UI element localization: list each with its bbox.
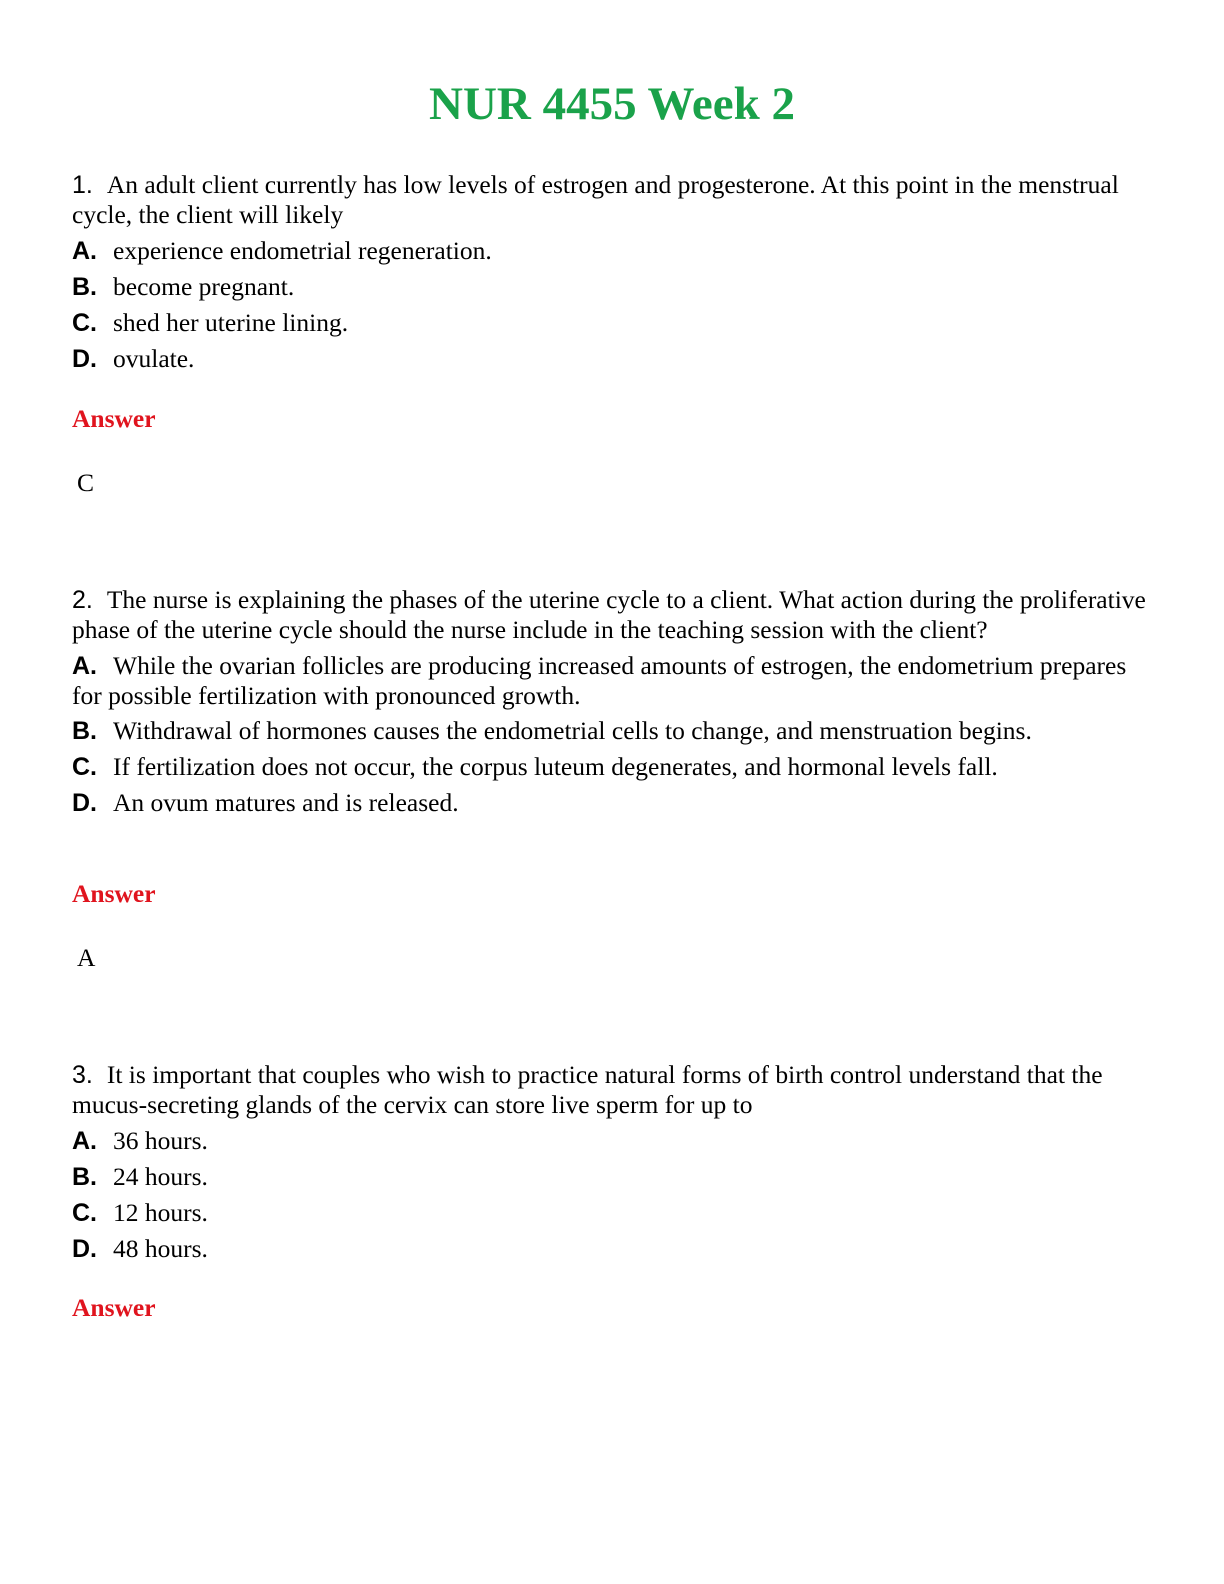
option-letter: B. [72, 1163, 97, 1191]
answer-value: C [77, 468, 95, 497]
question-text: An adult client currently has low levels of estrogen and progesterone. At this point in the menstrual cycle, the client will likely [72, 170, 1119, 229]
question-number: 3. [72, 1061, 93, 1089]
option-a [72, 1126, 1152, 1156]
option-text: experience endometrial regeneration. [113, 236, 492, 265]
option-letter: B. [72, 273, 97, 301]
option-text: 24 hours. [113, 1162, 208, 1191]
answer-label: Answer [72, 404, 156, 433]
question-text: It is important that couples who wish to practice natural forms of birth control understand that the mucus-secreting glands of the cervix can store live sperm for up to [72, 1060, 1103, 1119]
question-stem [72, 170, 1152, 230]
option-d [72, 1234, 1152, 1264]
option-c [72, 308, 1152, 338]
answer-value: A [77, 943, 96, 972]
option-letter: C. [72, 309, 97, 337]
option-d [72, 788, 1152, 818]
option-text: 48 hours. [113, 1234, 208, 1263]
option-letter: B. [72, 717, 97, 745]
question-stem [72, 585, 1152, 645]
option-text: shed her uterine lining. [113, 308, 349, 337]
question-stem [72, 1060, 1152, 1120]
option-b [72, 272, 1152, 302]
option-b [72, 1162, 1152, 1192]
option-letter: A. [72, 1127, 97, 1155]
question-2 [72, 585, 1152, 818]
option-text: become pregnant. [113, 272, 295, 301]
answer-label: Answer [72, 879, 156, 908]
option-letter: D. [72, 789, 97, 817]
question-3 [72, 1060, 1152, 1264]
option-text: 12 hours. [113, 1198, 208, 1227]
question-1 [72, 170, 1152, 374]
option-letter: D. [72, 1235, 97, 1263]
option-text: 36 hours. [113, 1126, 208, 1155]
option-text: An ovum matures and is released. [113, 788, 459, 817]
option-letter: C. [72, 753, 97, 781]
option-letter: A. [72, 237, 97, 265]
option-c [72, 752, 1152, 782]
option-text: ovulate. [113, 344, 195, 373]
page-title: NUR 4455 Week 2 [429, 78, 795, 130]
question-number: 1. [72, 171, 93, 199]
option-text: Withdrawal of hormones causes the endometrial cells to change, and menstruation begins. [113, 716, 1032, 745]
option-text: While the ovarian follicles are producing increased amounts of estrogen, the endometrium prepares for possible fertilization with pronounced growth. [72, 651, 1127, 710]
option-letter: A. [72, 652, 97, 680]
question-number: 2. [72, 586, 93, 614]
option-text: If fertilization does not occur, the corpus luteum degenerates, and hormonal levels fall. [113, 752, 998, 781]
option-a [72, 651, 1152, 710]
option-a [72, 236, 1152, 266]
option-letter: D. [72, 345, 97, 373]
question-text: The nurse is explaining the phases of the uterine cycle to a client. What action during the proliferative phase of the uterine cycle should the nurse include in the teaching session with the client? [72, 585, 1146, 644]
option-letter: C. [72, 1199, 97, 1227]
option-d [72, 344, 1152, 374]
answer-label: Answer [72, 1293, 156, 1322]
option-b [72, 716, 1152, 746]
option-c [72, 1198, 1152, 1228]
